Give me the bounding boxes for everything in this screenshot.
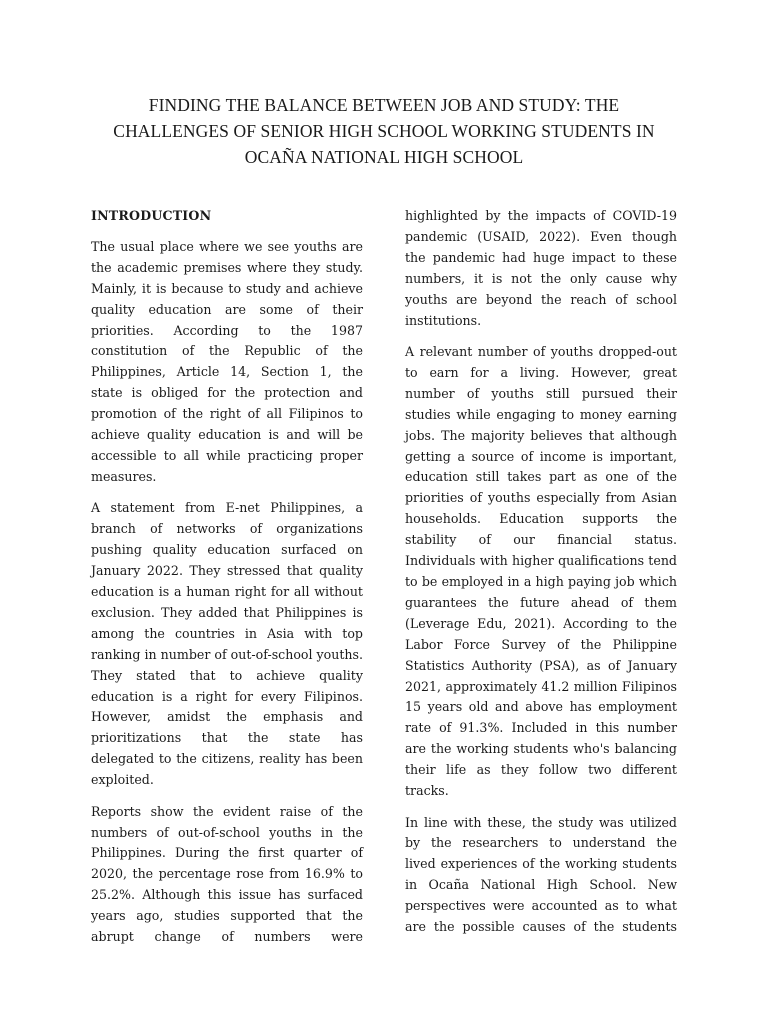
section-heading: INTRODUCTION	[91, 208, 212, 223]
paragraph: A statement from E-net Philippines, a branch of networks of organizations pushing quality education surfaced on January 2022. They stressed that quality education is a human right for all without exclusion. They added that Philippines is among the countries in Asia with top ranking in number of out-of-school youths. They stated that to achieve quality education is a right for every Filipinos. However, amidst the emphasis and prioritizations that the state has delegated to the citizens, reality has been exploited.	[91, 500, 363, 788]
right-column	[405, 206, 677, 949]
paragraph: The usual place where we see youths are the academic premises where they study. Mainly, it is because to study and achieve quality education are some of their priorities. According to the 1987 constitution of the Republic of the Philippines, Article 14, Section 1, the state is obliged for the protection and promotion of the right of all Filipinos to achieve quality education is and will be accessible to all while practicing proper measures.	[91, 238, 363, 484]
left-column	[91, 206, 363, 959]
paragraph: highlighted by the impacts of COVID-19 pandemic (USAID, 2022). Even though the pandemic had huge impact to these numbers, it is not the only cause why youths are beyond the reach of school institutions.	[405, 208, 677, 328]
paragraph: A relevant number of youths dropped-out to earn for a living. However, great number of youths still pursued their studies while engaging to money earning jobs. The majority believes that although getting a source of income is important, education still takes part as one of the priorities of youths especially from Asian households. Education supports the stability of our financial status. Individuals with higher qualifications tend to be employed in a high paying job which guarantees the future ahead of them (Leverage Edu, 2021). According to the Labor Force Survey of the Philippine Statistics Authority (PSA), as of January 2021, approximately 41.2 million Filipinos 15 years old and above has employment rate of 91.3%. Included in this number are the working students who's balancing their life as they follow two different tracks.	[405, 344, 677, 799]
paragraph: Reports show the evident raise of the numbers of out-of-school youths in the Philippines. During the first quarter of 2020, the percentage rose from 16.9% to 25.2%. Although this issue has surfaced years ago, studies supported that the abrupt change of numbers were	[91, 803, 363, 945]
paragraph: In line with these, the study was utilized by the researchers to understand the lived experiences of the working students in Ocaña National High School. New perspectives were accounted as to what are the possible causes of the students	[405, 814, 677, 935]
paper-title: FINDING THE BALANCE BETWEEN JOB AND STUDY: THE CHALLENGES OF SENIOR HIGH SCHOOL WORKING STUDENTS IN OCAÑA NATIONAL HIGH SCHOOL	[113, 95, 655, 167]
